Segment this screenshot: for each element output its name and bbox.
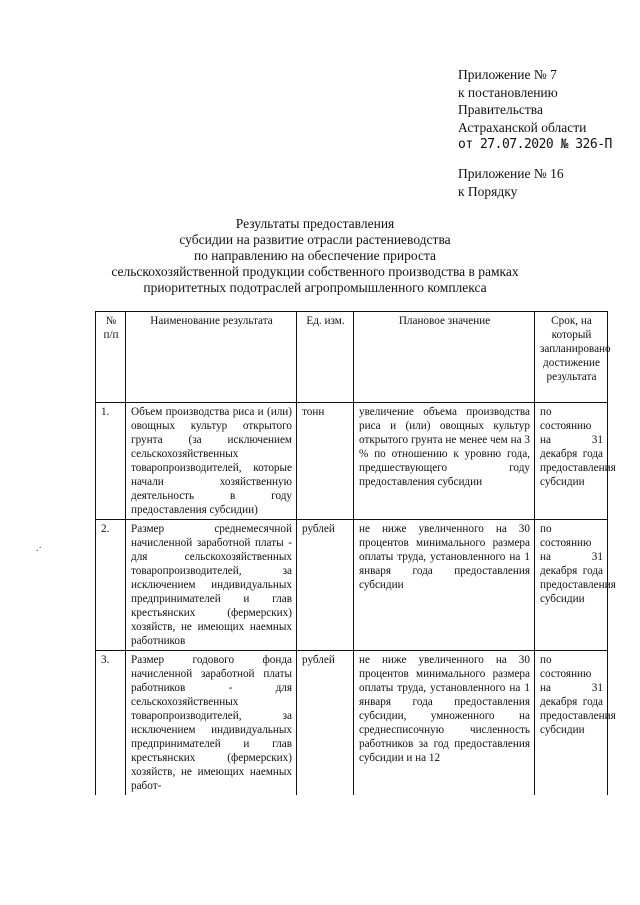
document-title [90, 216, 540, 296]
appendix-16-line: Приложение № 16 [458, 166, 564, 181]
row-planned: не ниже увеличенного на 30 процентов минимального размера оплаты труда, установленного на 1 января года предоставления субсидии [354, 520, 535, 651]
appendix-16-block [458, 165, 638, 200]
appendix-7-block [458, 66, 638, 154]
header-deadline: Срок, на который запланировано достижение результата [535, 312, 608, 403]
row-unit: тонн [297, 403, 354, 520]
row-unit: рублей [297, 520, 354, 651]
title-line: приоритетных подотраслей агропромышленного комплекса [143, 280, 487, 295]
row-planned: увеличение объема производства риса и (или) овощных культур открытого грунта не менее чем на 3 % по отношению к уровню года, предшествующего году предоставления субсидии [354, 403, 535, 520]
row-num: 3. [96, 651, 126, 796]
table-row [96, 520, 608, 651]
row-deadline: по состоянию на 31 декабря года предоставления субсидии [535, 403, 608, 520]
row-deadline: по состоянию на 31 декабря года предоставления субсидии [535, 520, 608, 651]
header-num: № п/п [96, 312, 126, 403]
row-name: Размер среднемесячной начисленной заработной платы - для сельскохозяйственных товаропроизводителей, за исключением индивидуальных предпринимателей и глав крестьянских (фермерских) хозяйств, не имеющих наемных работников [126, 520, 297, 651]
resolution-date-number: от 27.07.2020 № 326-П [458, 137, 612, 152]
header-planned: Плановое значение [354, 312, 535, 403]
results-table [95, 311, 616, 795]
scan-mark: .· [36, 543, 42, 554]
header-unit: Ед. изм. [297, 312, 354, 403]
appendix-7-line: Астраханской области [458, 119, 587, 135]
row-name: Размер годового фонда начисленной заработной платы работников - для сельскохозяйственных товаропроизводителей, за исключением индивидуальных предпринимателей и глав крестьянских (фермерских) хозяйств, не имеющих наемных работ- [126, 651, 297, 796]
table-row [96, 651, 608, 796]
row-num: 2. [96, 520, 126, 651]
appendix-16-line: к Порядку [458, 183, 518, 199]
title-line: сельскохозяйственной продукции собственного производства в рамках [111, 264, 519, 279]
row-num: 1. [96, 403, 126, 520]
title-line: субсидии на развитие отрасли растениеводства [179, 232, 451, 247]
title-line: по направлению на обеспечение прироста [193, 248, 437, 263]
header-name: Наименование результата [126, 312, 297, 403]
table-header-row [96, 312, 608, 403]
appendix-7-line: к постановлению [458, 84, 558, 100]
title-line: Результаты предоставления [235, 216, 395, 231]
table-row [96, 403, 608, 520]
appendix-7-line: Правительства [458, 102, 543, 117]
row-unit: рублей [297, 651, 354, 796]
appendix-7-line: Приложение № 7 [458, 67, 557, 82]
row-deadline: по состоянию на 31 декабря года предоставления субсидии [535, 651, 608, 796]
row-name: Объем производства риса и (или) овощных культур открытого грунта (за исключением сельскохозяйственных товаропроизводителей, которые начали хозяйственную деятельность в году предоставления субсидии) [126, 403, 297, 520]
row-planned: не ниже увеличенного на 30 процентов минимального размера оплаты труда, установленного на 1 января года предоставления субсидии, умноженного на среднесписочную численность работников за год предоставления субсидии и на 12 [354, 651, 535, 796]
